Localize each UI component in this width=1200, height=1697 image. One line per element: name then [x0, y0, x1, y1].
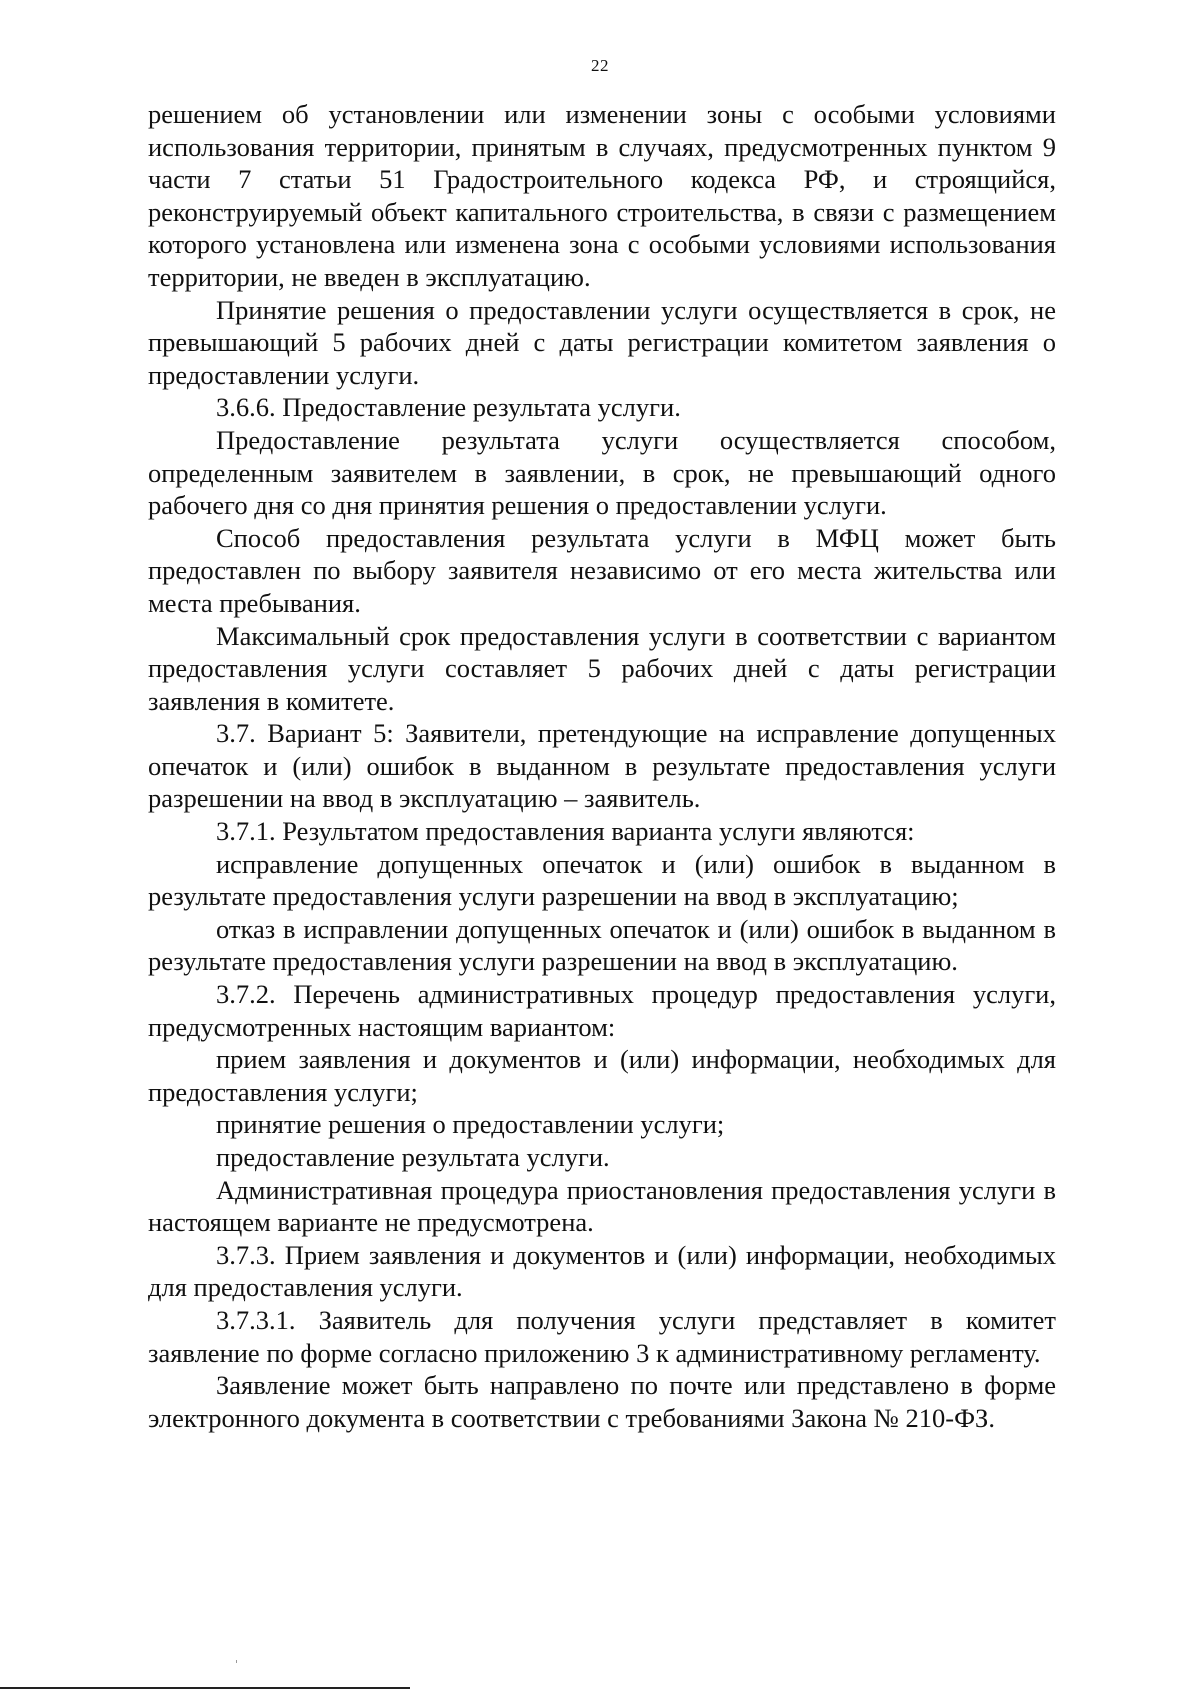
paragraph: Административная процедура приостановления предоставления услуги в настоящем варианте не предусмотрена. [148, 1174, 1056, 1238]
section-heading: 3.7. Вариант 5: Заявители, претендующие на исправление допущенных опечаток и (или) ошибок в выданном в результате предоставления услуги разрешении на ввод в эксплуатацию – заявитель. [148, 718, 1056, 814]
list-item: принятие решения о предоставлении услуги; [216, 1109, 725, 1140]
scan-speck [236, 1660, 237, 1663]
footer-rule [0, 1687, 410, 1689]
paragraph: Предоставление результата услуги осуществляется способом, определенным заявителем в заявлении, в срок, не превышающий одного рабочего дня со дня принятия решения о предоставлении услуги. [148, 424, 1056, 521]
paragraph: Заявление может быть направлено по почте или представлено в форме электронного документа в соответствии с требованиями Закона № 210-ФЗ. [148, 1370, 1056, 1433]
paragraph: Принятие решения о предоставлении услуги осуществляется в срок, не превышающий 5 рабочих дней с даты регистрации комитетом заявления о предоставлении услуги. [148, 294, 1056, 390]
section-heading: 3.7.1. Результатом предоставления варианта услуги являются: [216, 816, 915, 847]
paragraph: Способ предоставления результата услуги в МФЦ может быть предоставлен по выбору заявителя независимо от его места жительства или места пребывания. [148, 522, 1056, 618]
list-item: прием заявления и документов и (или) информации, необходимых для предоставления услуги; [148, 1044, 1056, 1107]
paragraph: 3.7.3.1. Заявитель для получения услуги представляет в комитет заявление по форме согласно приложению 3 к административному регламенту. [148, 1304, 1056, 1368]
list-item: предоставление результата услуги. [216, 1142, 610, 1172]
list-item: отказ в исправлении допущенных опечаток и (или) ошибок в выданном в результате предоставления услуги разрешении на ввод в эксплуатацию. [148, 913, 1056, 977]
paragraph: Максимальный срок предоставления услуги в соответствии с вариантом предоставления услуги составляет 5 рабочих дней с даты регистрации заявления в комитете. [148, 620, 1056, 716]
section-heading: 3.7.2. Перечень административных процедур предоставления услуги, предусмотренных настоящим вариантом: [148, 979, 1056, 1042]
page-number: 22 [591, 56, 609, 75]
paragraph: решением об установлении или изменении зоны с особыми условиями использования территории, принятым в случаях, предусмотренных пунктом 9 части 7 статьи 51 Градостроительного кодекса РФ, и строящийся, реконструируемый объект капитального строительства, в связи с размещением которого установлена или изменена зона с особыми условиями использования территории, не введен в эксплуатацию. [148, 99, 1056, 292]
section-heading: 3.6.6. Предоставление результата услуги. [216, 392, 681, 423]
section-heading: 3.7.3. Прием заявления и документов и (или) информации, необходимых для предоставления услуги. [148, 1239, 1056, 1303]
list-item: исправление допущенных опечаток и (или) ошибок в выданном в результате предоставления услуги разрешении на ввод в эксплуатацию; [148, 848, 1056, 912]
document-body [148, 98, 1056, 1434]
